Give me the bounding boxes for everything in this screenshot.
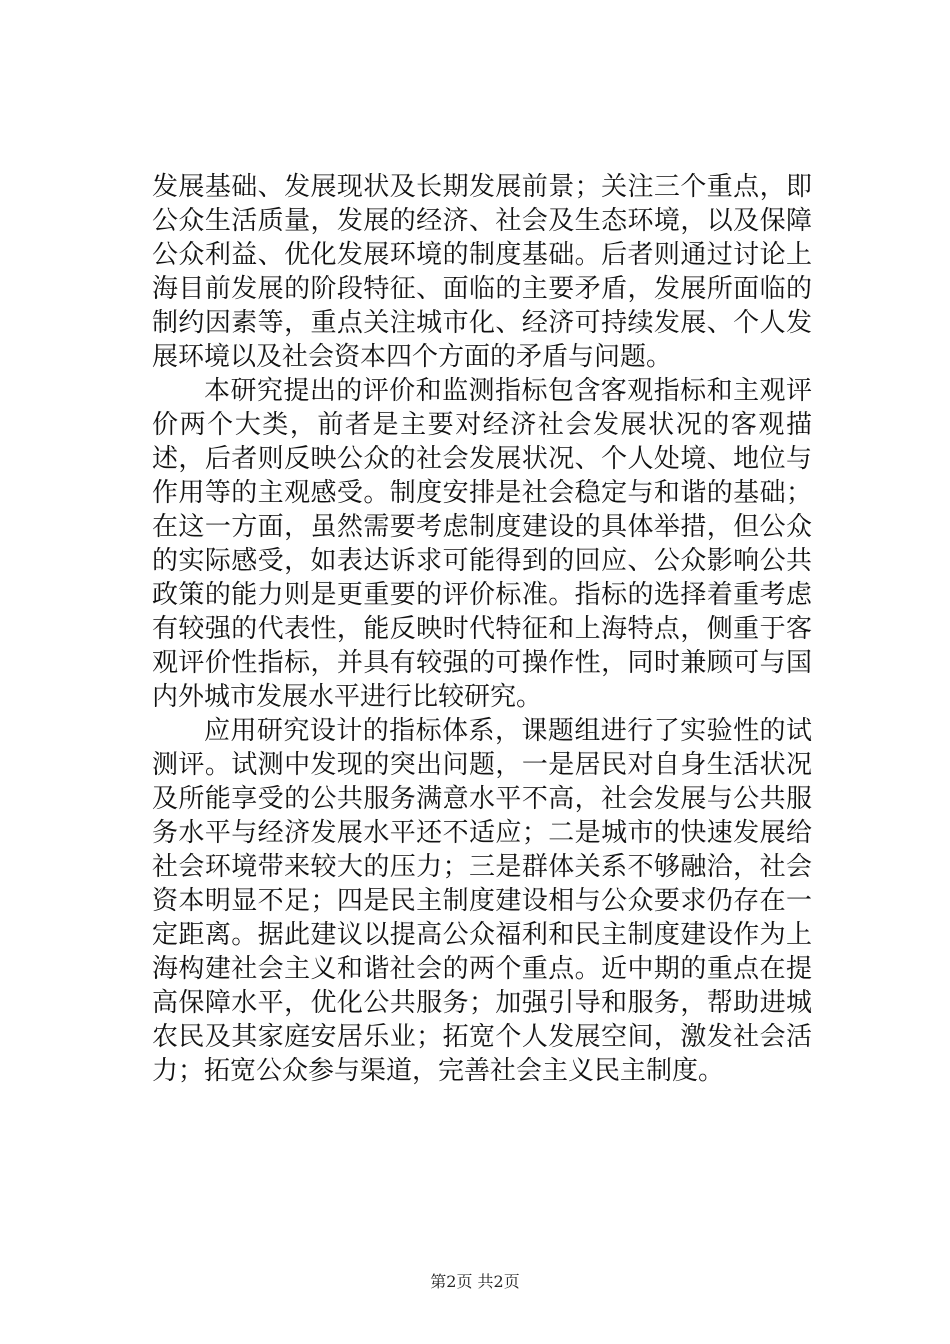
page-number-label: 第2页 共2页 [430, 1272, 520, 1291]
page-footer [0, 1272, 950, 1292]
paragraph-1: 发展基础、发展现状及长期发展前景；关注三个重点，即公众生活质量，发展的经济、社会及生态环境，以及保障公众利益、优化发展环境的制度基础。后者则通过讨论上海目前发展的阶段特征、面临的主要矛盾，发展所面临的制约因素等，重点关注城市化、经济可持续发展、个人发展环境以及社会资本四个方面的矛盾与问题。 [152, 172, 812, 372]
paragraph-2: 本研究提出的评价和监测指标包含客观指标和主观评价两个大类，前者是主要对经济社会发展状况的客观描述，后者则反映公众的社会发展状况、个人处境、地位与作用等的主观感受。制度安排是社会稳定与和谐的基础；在这一方面，虽然需要考虑制度建设的具体举措，但公众的实际感受，如表达诉求可能得到的回应、公众影响公共政策的能力则是更重要的评价标准。指标的选择着重考虑有较强的代表性，能反映时代特征和上海特点，侧重于客观评价性指标，并具有较强的可操作性，同时兼顾可与国内外城市发展水平进行比较研究。 [152, 376, 812, 712]
document-body [152, 170, 812, 1088]
paragraph-3: 应用研究设计的指标体系，课题组进行了实验性的试测评。试测中发现的突出问题，一是居民对自身生活状况及所能享受的公共服务满意水平不高，社会发展与公共服务水平与经济发展水平还不适应；二是城市的快速发展给社会环境带来较大的压力；三是群体关系不够融洽，社会资本明显不足；四是民主制度建设相与公众要求仍存在一定距离。据此建议以提高公众福利和民主制度建设作为上海构建社会主义和谐社会的两个重点。近中期的重点在提高保障水平，优化公共服务；加强引导和服务，帮助进城农民及其家庭安居乐业；拓宽个人发展空间，激发社会活力；拓宽公众参与渠道，完善社会主义民主制度。 [152, 716, 812, 1086]
